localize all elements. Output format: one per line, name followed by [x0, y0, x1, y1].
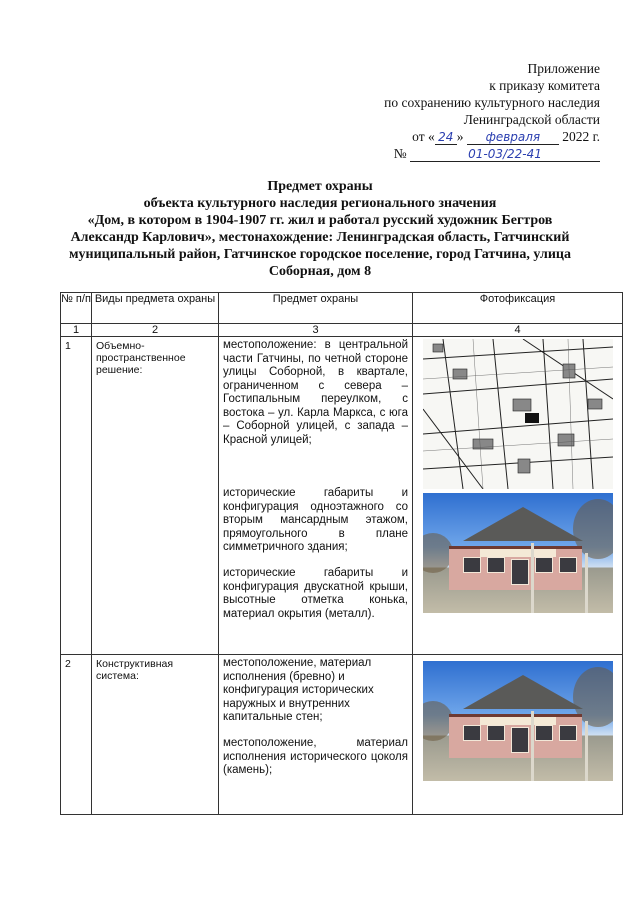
approval-line-1: Приложение [527, 61, 600, 76]
subject-item: исторические габариты и конфигурация одноэтажного со вторым мансардным этажом, прямоугольного в плане симметричного здания; [223, 487, 408, 553]
row-type: Конструктивная система: [92, 655, 219, 815]
row-number: 2 [61, 655, 92, 815]
number-prefix: № [393, 146, 407, 161]
row-photos [413, 337, 623, 655]
subject-item: местоположение, материал исполнения исторического цоколя (камень); [223, 737, 408, 776]
date-month: февраля [467, 130, 559, 145]
row-subject [219, 337, 413, 655]
index-cell: 1 [61, 324, 92, 337]
protection-table [60, 292, 623, 815]
row-number: 1 [61, 337, 92, 655]
header-num: № п/п [61, 293, 92, 324]
subject-item: исторические габариты и конфигурация двускатной крыши, высотные отметка конька, материал окрытия (металл). [223, 567, 408, 620]
date-prefix: от « [412, 129, 435, 144]
title-line-2: объекта культурного наследия регионального значения [143, 196, 497, 211]
title-line-6: Соборная, дом 8 [268, 264, 372, 279]
row-type: Объемно-пространственное решение: [92, 337, 219, 655]
table-row [61, 655, 623, 815]
table-row [61, 337, 623, 655]
approval-block [384, 60, 600, 162]
date-mid: » [456, 129, 464, 144]
table-index-row [61, 324, 623, 337]
building-photo-icon [423, 493, 613, 613]
title-line-5: муниципальный район, Гатчинское городское поселение, город Гатчина, улица [69, 247, 571, 262]
table-header-row [61, 293, 623, 324]
approval-date [384, 128, 600, 145]
index-cell: 2 [92, 324, 219, 337]
date-year: 2022 г. [562, 129, 600, 144]
row-subject [219, 655, 413, 815]
approval-line-3: по сохранению культурного наследия [384, 95, 600, 110]
header-subject: Предмет охраны [219, 293, 413, 324]
title-line-4: Александр Карлович», местонахождение: Ленинградская область, Гатчинский [70, 230, 570, 245]
subject-item: местоположение: в центральной части Гатчины, по четной стороне улицы Соборной, в квартале, ограниченном с севера – Гостипальным переулком, с востока – ул. Карла Маркса, с юга – Соборной улицей, с запада – Красной улицей; [223, 339, 408, 446]
approval-number [384, 145, 600, 162]
site-plan-map-icon [423, 339, 613, 489]
index-cell: 4 [413, 324, 623, 337]
header-photo: Фотофиксация [413, 293, 623, 324]
approval-line-2: к приказу комитета [489, 78, 600, 93]
title-line-3: «Дом, в котором в 1904-1907 гг. жил и работал русский художник Бегтров [87, 213, 553, 228]
date-day: 24 [435, 130, 457, 145]
document-title [40, 178, 600, 280]
index-cell: 3 [219, 324, 413, 337]
order-number: 01-03/22-41 [410, 147, 600, 162]
subject-item: местоположение, материал исполнения (бревно) и конфигурация исторических наружных и внутренних капитальные стен; [223, 657, 374, 723]
row-photos [413, 655, 623, 815]
header-type: Виды предмета охраны [92, 293, 219, 324]
building-photo-icon [423, 661, 613, 781]
approval-line-4: Ленинградской области [463, 112, 600, 127]
title-line-1: Предмет охраны [267, 179, 373, 194]
